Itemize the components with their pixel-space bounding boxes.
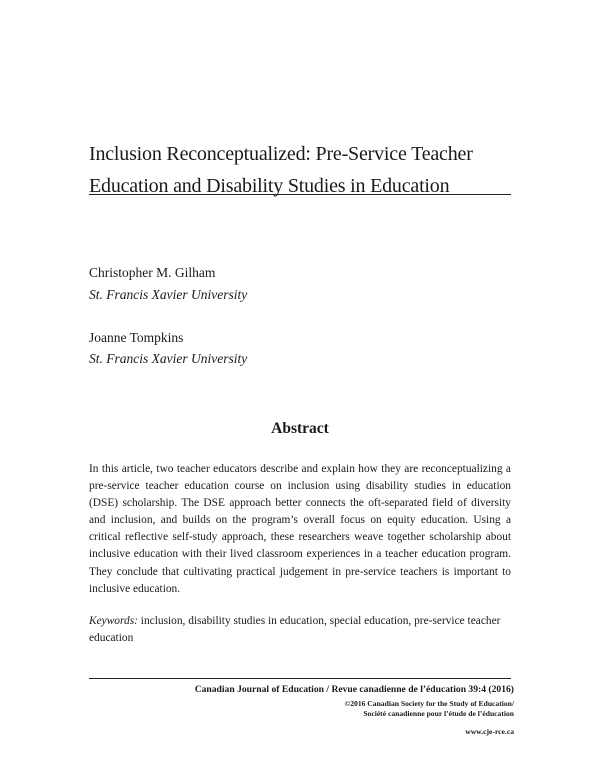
- abstract-heading: Abstract: [271, 420, 329, 437]
- article-title: [89, 138, 519, 202]
- title-divider: [89, 194, 511, 195]
- copyright-english: ©2016 Canadian Society for the Study of Education/: [344, 699, 514, 708]
- abstract-body: In this article, two teacher educators describe and explain how they are reconceptualizing a pre-service teacher education course on inclusion using disability studies in education (DSE) scholarship. The DSE approach better connects the oft-separated field of diversity and inclusion, and builds on the program’s overall focus on equity education. Using a critical reflective self-study approach, these researchers weave together scholarship about inclusive education with their lived classroom experiences in a teacher education program. They conclude that cultivating practical judgement in pre-service teachers is important to inclusive education.: [89, 463, 511, 595]
- author-affiliation-1: St. Francis Xavier University: [89, 287, 248, 302]
- keywords-label: Keywords:: [89, 615, 138, 627]
- author-affiliation-2: St. Francis Xavier University: [89, 351, 248, 366]
- title-line-1: Inclusion Reconceptualized: Pre-Service Teacher: [89, 143, 473, 165]
- title-line-2: Education and Disability Studies in Education: [89, 175, 450, 197]
- keywords: [89, 613, 511, 647]
- author-name-2: Joanne Tompkins: [89, 330, 184, 345]
- journal-citation: Canadian Journal of Education / Revue canadienne de l’éducation 39:4 (2016): [194, 684, 514, 695]
- keywords-text: inclusion, disability studies in education, special education, pre-service teacher education: [89, 615, 501, 645]
- author-name-1: Christopher M. Gilham: [89, 265, 216, 280]
- copyright-french: Société canadienne pour l’étude de l’éducation: [363, 709, 514, 718]
- footer-divider: [89, 678, 511, 679]
- journal-website: www.cje-rce.ca: [465, 727, 514, 736]
